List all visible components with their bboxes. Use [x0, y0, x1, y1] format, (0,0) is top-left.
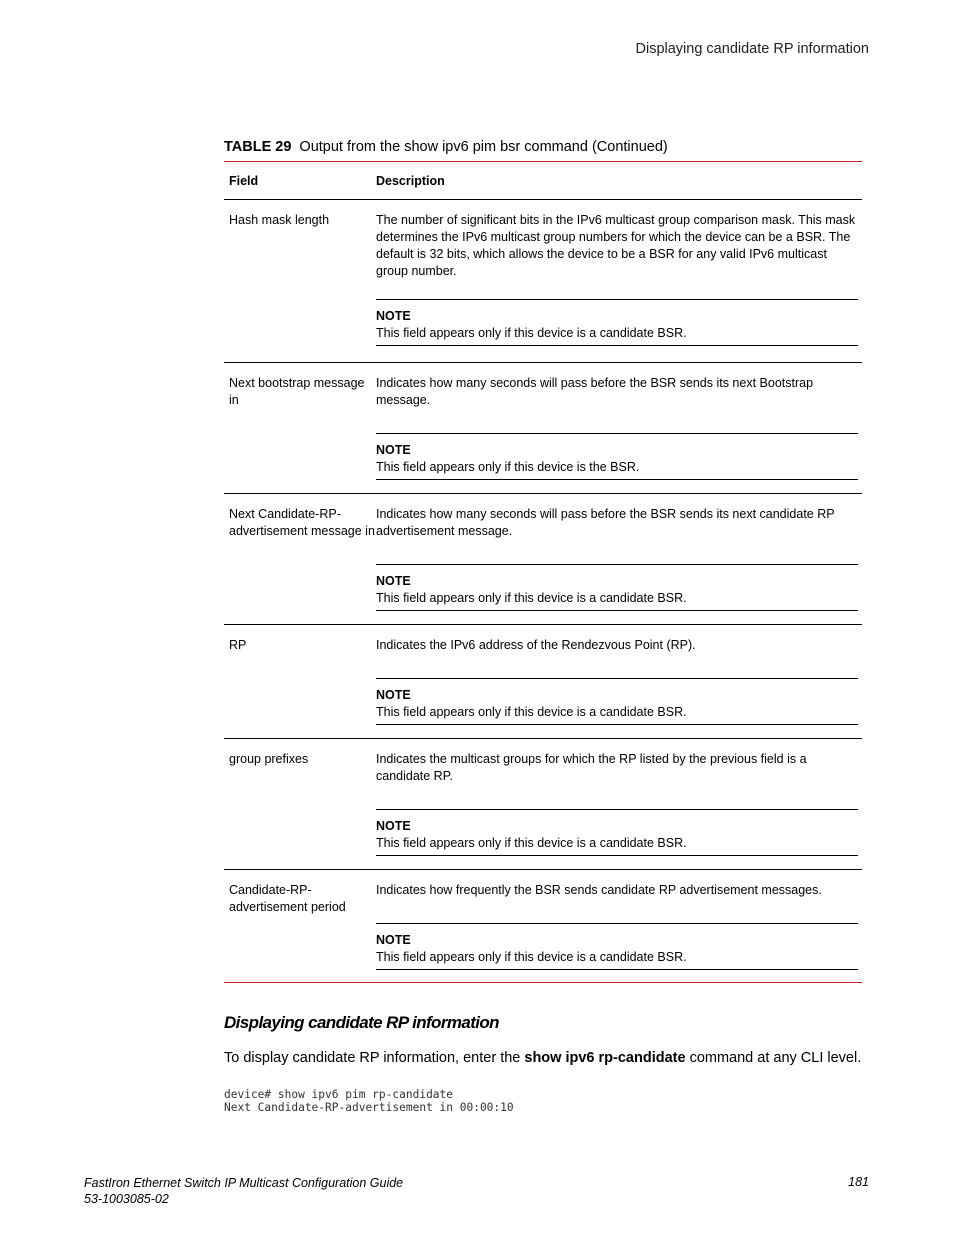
field-name: Hash mask length — [229, 213, 330, 227]
field-description: Indicates how many seconds will pass before the BSR sends its next candidate RP advertisement message. — [376, 507, 835, 538]
note-label: NOTE — [376, 933, 411, 947]
note-top-rule — [376, 923, 858, 924]
note-bottom-rule — [376, 969, 858, 970]
field-description-cell — [376, 625, 862, 738]
field-description: Indicates how frequently the BSR sends candidate RP advertisement messages. — [376, 883, 822, 897]
field-description-cell — [376, 494, 862, 624]
field-description-cell — [376, 363, 862, 493]
section-heading: Displaying candidate RP information — [224, 1013, 499, 1032]
field-name: Next bootstrap message in — [229, 376, 365, 407]
intro-paragraph — [224, 1050, 861, 1066]
note-label: NOTE — [376, 443, 411, 457]
doc-number: 53-1003085-02 — [84, 1192, 169, 1206]
field-description-cell — [376, 870, 862, 982]
note-bottom-rule — [376, 479, 858, 480]
table-row — [224, 363, 862, 493]
note-label: NOTE — [376, 574, 411, 588]
field-description-cell — [376, 200, 862, 362]
table-caption — [224, 139, 668, 155]
command-name: show ipv6 rp-candidate — [524, 1050, 686, 1066]
note-bottom-rule — [376, 724, 858, 725]
note-box — [376, 809, 858, 856]
table-row — [224, 200, 862, 362]
table-row — [224, 739, 862, 869]
note-text: This field appears only if this device is the BSR. — [376, 460, 640, 474]
note-box — [376, 923, 858, 970]
note-label: NOTE — [376, 819, 411, 833]
para-text-after: command at any CLI level. — [685, 1050, 862, 1066]
column-header-field: Field — [229, 173, 259, 188]
field-description-table — [224, 161, 862, 983]
note-bottom-rule — [376, 855, 858, 856]
field-name: group prefixes — [229, 752, 309, 766]
note-bottom-rule — [376, 610, 858, 611]
code-example — [224, 1089, 514, 1114]
field-description: The number of significant bits in the IPv6 multicast group comparison mask. This mask determines the IPv6 multicast group numbers for which the device can be a BSR. The default is 32 bits, which allows the device to be a BSR for any valid IPv6 multicast group number. — [376, 213, 856, 278]
field-description: Indicates the multicast groups for which the RP listed by the previous field is a candidate RP. — [376, 752, 807, 783]
para-text-before: To display candidate RP information, enter the — [224, 1050, 525, 1066]
note-top-rule — [376, 678, 858, 679]
note-box — [376, 678, 858, 725]
field-name: RP — [229, 638, 247, 652]
table-number: TABLE 29 — [224, 139, 292, 155]
field-name: Next Candidate-RP-advertisement message in — [229, 507, 375, 538]
page-number: 181 — [848, 1175, 869, 1189]
note-text: This field appears only if this device is a candidate BSR. — [376, 705, 687, 719]
note-box — [376, 564, 858, 611]
note-top-rule — [376, 299, 858, 300]
note-top-rule — [376, 433, 858, 434]
table-title: Output from the show ipv6 pim bsr command (Continued) — [299, 139, 668, 155]
note-text: This field appears only if this device is a candidate BSR. — [376, 836, 687, 850]
field-name: Candidate-RP-advertisement period — [229, 883, 346, 914]
column-header-description: Description — [376, 173, 445, 188]
note-box — [376, 299, 858, 346]
footer-left — [84, 1175, 403, 1207]
table-row — [224, 494, 862, 624]
table-row — [224, 625, 862, 738]
table-row — [224, 870, 862, 982]
guide-title: FastIron Ethernet Switch IP Multicast Configuration Guide — [84, 1176, 404, 1190]
field-description: Indicates the IPv6 address of the Rendezvous Point (RP). — [376, 638, 696, 652]
table-bottom-rule — [224, 982, 862, 983]
note-top-rule — [376, 809, 858, 810]
note-label: NOTE — [376, 688, 411, 702]
note-box — [376, 433, 858, 480]
code-line: Next Candidate-RP-advertisement in 00:00:10 — [224, 1100, 514, 1114]
code-line: device# show ipv6 pim rp-candidate — [224, 1088, 454, 1101]
note-text: This field appears only if this device is a candidate BSR. — [376, 591, 687, 605]
note-text: This field appears only if this device is a candidate BSR. — [376, 950, 687, 964]
note-top-rule — [376, 564, 858, 565]
note-text: This field appears only if this device is a candidate BSR. — [376, 326, 687, 340]
table-header-row — [224, 162, 862, 199]
field-description-cell — [376, 739, 862, 869]
note-label: NOTE — [376, 309, 411, 323]
note-bottom-rule — [376, 345, 858, 346]
field-description: Indicates how many seconds will pass before the BSR sends its next Bootstrap message. — [376, 376, 814, 407]
running-header: Displaying candidate RP information — [635, 41, 869, 57]
